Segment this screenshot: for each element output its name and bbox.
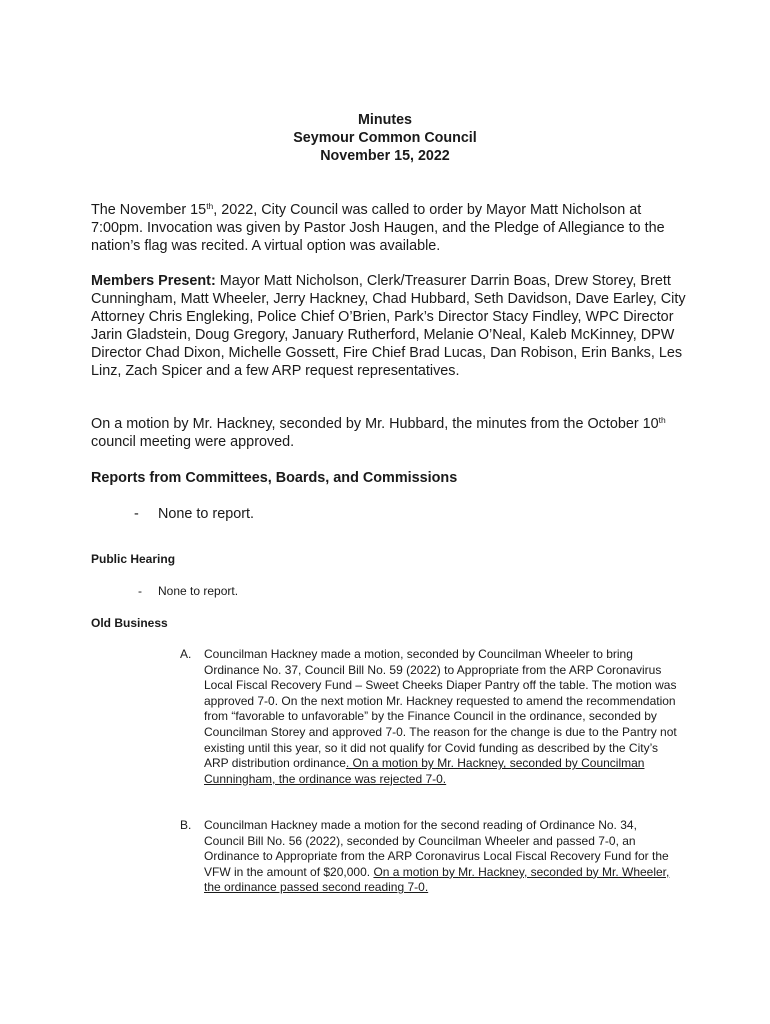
public-hearing-bullet-dash: - xyxy=(138,584,142,598)
minutes-approval-paragraph xyxy=(91,415,691,451)
reports-bullet-dash: - xyxy=(134,506,139,522)
public-hearing-item-text: None to report. xyxy=(158,584,239,598)
item-b-underlined-text: On a motion by Mr. Hackney, seconded by Mr. Wheeler, the ordinance passed second reading 7-0. xyxy=(204,864,670,895)
meeting-date: November 15, 2022 xyxy=(320,148,450,164)
members-present-label: Members Present: xyxy=(91,273,216,289)
item-b-body xyxy=(204,818,680,896)
item-a-text: Councilman Hackney made a motion, seconded by Councilman Wheeler to bring Ordinance No. 37, Council Bill No. 59 (2022) to Appropriate from the ARP Coronavirus Local Fiscal Recovery Fund – Sweet Cheeks Diaper Pantry off the table. The motion was approved 7-0. On the next motion Mr. Hackney requested to amend the recommendation from “favorable to unfavorable” by the Finance Council in the ordinance, seconded by Councilman Storey and approved 7-0. The reason for the change is due to the Pantry not existing until this year, so it did not qualify for Covid funding as described by the City’s ARP distribution ordinance xyxy=(204,647,677,771)
old-business-heading: Old Business xyxy=(91,616,168,630)
reports-heading: Reports from Committees, Boards, and Commissions xyxy=(91,470,458,486)
members-present-list: Mayor Matt Nicholson, Clerk/Treasurer Darrin Boas, Drew Storey, Brett Cunningham, Matt Wheeler, Jerry Hackney, Chad Hubbard, Seth Davidson, Dave Earley, City Attorney Chris Engleking, Police Chief O’Brien, Park’s Director Stacy Findley, WPC Director Jarin Gladstein, Doug Gregory, January Rutherford, Melanie O’Neal, Kaleb McKinney, DPW Director Chad Dixon, Michelle Gossett, Fire Chief Brad Lucas, Dan Robison, Erin Banks, Les Linz, Zach Spicer and a few ARP request representatives. xyxy=(91,273,686,379)
item-a-body xyxy=(204,647,680,787)
document-title: Minutes xyxy=(357,112,412,128)
intro-text-rest: , 2022, City Council was called to order by Mayor Matt Nicholson at 7:00pm. Invocation was given by Pastor Josh Haugen, and the Pledge of Allegiance to the nation’s flag was recited. A virtual option was available. xyxy=(91,202,665,254)
members-present-paragraph xyxy=(91,272,691,380)
item-b-marker: B. xyxy=(180,818,192,832)
intro-paragraph xyxy=(91,201,691,255)
reports-item-text: None to report. xyxy=(158,506,254,522)
minutes-approval-text-rest: council meeting were approved. xyxy=(91,434,295,450)
item-b-text: Councilman Hackney made a motion for the second reading of Ordinance No. 34, Council Bill No. 56 (2022), seconded by Councilman Wheeler and passed 7-0, an Ordinance to Appropriate from the ARP Coronavirus Local Fiscal Recovery Fund for the VFW in the amount of $20,000. xyxy=(204,818,669,879)
document-header xyxy=(0,111,770,165)
item-a-underlined-text: . On a motion by Mr. Hackney, seconded by Councilman Cunningham, the ordinance was rejected 7-0. xyxy=(204,756,645,786)
minutes-approval-superscript: th xyxy=(658,415,666,425)
intro-text-start: The November 15 xyxy=(91,202,207,218)
council-name: Seymour Common Council xyxy=(293,130,477,146)
intro-superscript: th xyxy=(206,201,214,211)
public-hearing-heading: Public Hearing xyxy=(91,552,176,566)
item-a-marker: A. xyxy=(180,647,192,661)
minutes-approval-text-start: On a motion by Mr. Hackney, seconded by Mr. Hubbard, the minutes from the October 10 xyxy=(91,416,659,432)
